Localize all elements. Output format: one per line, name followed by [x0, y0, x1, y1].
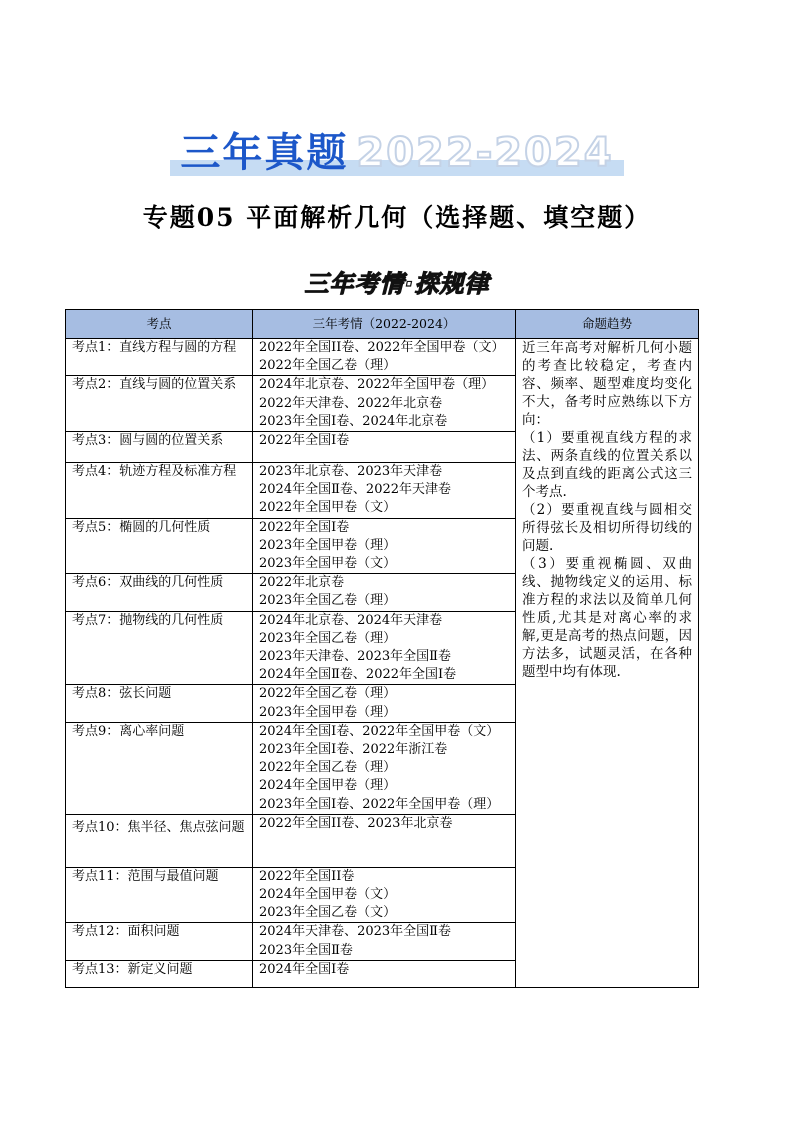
exam-line: 2022年全国Ⅰ卷: [259, 433, 350, 449]
point-cell: 考点11：范围与最值问题: [66, 867, 253, 923]
point-cell: 考点5：椭圆的几何性质: [66, 518, 253, 574]
banner-main-title: 三年真题: [180, 129, 349, 176]
exam-line: 2023年全国乙卷（理）: [259, 630, 397, 646]
exam-line: 2024年全国Ⅰ卷、2022年全国甲卷（文）: [259, 723, 500, 739]
exam-cell: [253, 611, 516, 685]
header-point: 考点: [66, 310, 253, 339]
exam-line: 2023年全国Ⅱ卷: [259, 942, 353, 958]
trend-paragraph: 近三年高考对解析几何小题的考查比较稳定，考查内容、频率、题型难度均变化不大，备考时应熟练以下方向：: [522, 340, 692, 428]
exam-line: 2023年全国Ⅰ卷、2022年全国甲卷（理）: [259, 796, 500, 812]
exam-line: 2022年全国Ⅰ卷: [259, 519, 350, 535]
exam-line: 2022年全国甲卷（文）: [259, 500, 397, 516]
exam-line: 2024年全国Ⅰ卷: [259, 961, 350, 977]
header-exams: 三年考情（2022-2024）: [253, 310, 516, 339]
table-header-row: [66, 310, 699, 339]
exam-line: 2024年全国甲卷（理）: [259, 778, 397, 794]
exam-cell: [253, 376, 516, 432]
exam-line: 2022年全国乙卷（理）: [259, 686, 397, 702]
exam-line: 2023年全国甲卷（文）: [259, 556, 397, 572]
exam-line: 2022年全国乙卷（理）: [259, 760, 397, 776]
trend-cell: [516, 339, 699, 988]
point-cell: 考点2：直线与圆的位置关系: [66, 376, 253, 432]
exam-line: 2024年全国Ⅱ卷、2022年全国Ⅰ卷: [259, 667, 457, 683]
exam-line: 2023年全国乙卷（理）: [259, 593, 397, 609]
exam-line: 2022年全国乙卷（理）: [259, 358, 397, 374]
exam-line: 2024年北京卷、2022年全国甲卷（理）: [259, 377, 495, 393]
exam-line: 2024年全国甲卷（文）: [259, 887, 397, 903]
exam-cell: [253, 960, 516, 987]
exam-cell: [253, 339, 516, 376]
exam-line: 2023年全国Ⅰ卷、2022年浙江卷: [259, 742, 448, 758]
point-cell: 考点7：抛物线的几何性质: [66, 611, 253, 685]
exam-line: 2022年天津卷、2022年北京卷: [259, 395, 443, 411]
trend-paragraph: （3）要重视椭圆、双曲线、抛物线定义的运用、标准方程的求法以及简单几何性质,尤其是对离心率的求解,更是高考的热点问题，因方法多，试题灵活，在各种题型中均有体现.: [522, 556, 692, 680]
exam-line: 2023年全国甲卷（理）: [259, 537, 397, 553]
point-cell: 考点8：弦长问题: [66, 685, 253, 722]
trend-paragraph: （2）要重视直线与圆相交所得弦长及相切所得切线的问题.: [522, 502, 692, 554]
exam-line: 2023年全国乙卷（文）: [259, 905, 397, 921]
point-cell: 考点4：轨迹方程及标准方程: [66, 463, 253, 519]
exam-cell: [253, 722, 516, 814]
exam-cell: [253, 432, 516, 463]
point-cell: 考点13：新定义问题: [66, 960, 253, 987]
point-cell: 考点12：面积问题: [66, 923, 253, 960]
exam-cell: [253, 574, 516, 611]
exam-line: 2022年全国II卷、2022年全国甲卷（文）: [259, 340, 505, 355]
header-trend: 命题趋势: [516, 310, 699, 339]
exam-table: [65, 309, 699, 988]
section-title: 三年考情·探规律: [304, 270, 490, 298]
banner-years: 2022-2024: [356, 129, 614, 176]
exam-line: 2022年全国II卷、2023年北京卷: [259, 815, 453, 831]
point-cell: 考点10：焦半径、焦点弦问题: [66, 814, 253, 867]
exam-cell: [253, 867, 516, 923]
exam-cell: [253, 518, 516, 574]
table-row: [66, 339, 699, 376]
exam-line: 2023年北京卷、2023年天津卷: [259, 464, 443, 480]
exam-cell: [253, 923, 516, 960]
point-cell: 考点9：离心率问题: [66, 722, 253, 814]
exam-line: 2022年北京卷: [259, 575, 345, 591]
exam-line: 2024年北京卷、2024年天津卷: [259, 612, 443, 628]
exam-cell: [253, 463, 516, 519]
exam-line: 2023年全国Ⅰ卷、2024年北京卷: [259, 413, 448, 429]
topic-subtitle: 专题05 平面解析几何（选择题、填空题）: [142, 203, 652, 232]
exam-line: 2024年天津卷、2023年全国Ⅱ卷: [259, 924, 452, 940]
exam-cell: [253, 814, 516, 867]
point-cell: 考点3：圆与圆的位置关系: [66, 432, 253, 463]
trend-paragraph: （1）要重视直线方程的求法、两条直线的位置关系以及点到直线的距离公式这三个考点.: [522, 430, 692, 500]
point-cell: 考点6：双曲线的几何性质: [66, 574, 253, 611]
exam-line: 2024年全国Ⅱ卷、2022年天津卷: [259, 482, 452, 498]
exam-line: 2023年天津卷、2023年全国Ⅱ卷: [259, 649, 452, 665]
point-cell: 考点1：直线方程与圆的方程: [66, 339, 253, 376]
exam-line: 2023年全国甲卷（理）: [259, 704, 397, 720]
exam-line: 2022年全国II卷: [259, 868, 355, 884]
title-banner: [0, 118, 794, 180]
exam-cell: [253, 685, 516, 722]
